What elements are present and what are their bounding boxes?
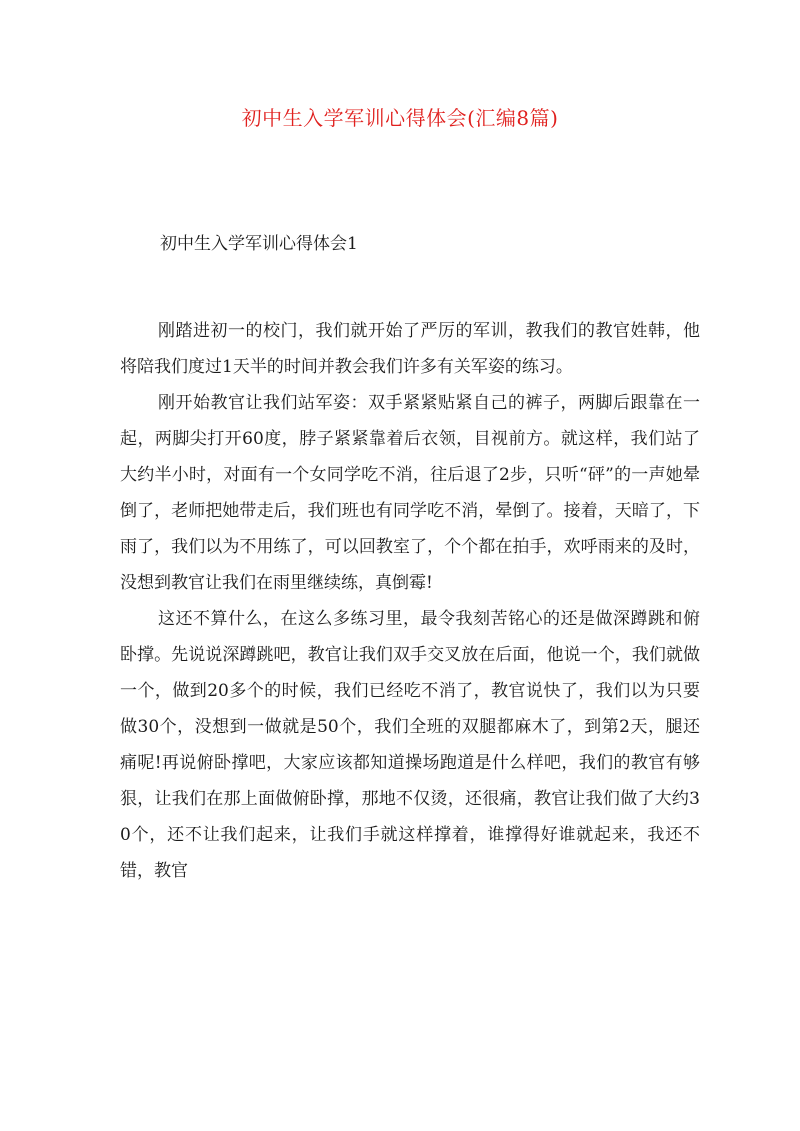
- document-title: 初中生入学军训心得体会(汇编8篇): [241, 106, 559, 130]
- section-heading: 初中生入学军训心得体会1: [160, 234, 358, 254]
- document-body: [120, 313, 700, 889]
- paragraph-2: 刚开始教官让我们站军姿：双手紧紧贴紧自己的裤子，两脚后跟靠在一起，两脚尖打开60度，脖子紧紧靠着后衣领，目视前方。就这样，我们站了大约半小时，对面有一个女同学吃不消，往后退了2步，只听“砰”的一声她晕倒了，老师把她带走后，我们班也有同学吃不消，晕倒了。接着，天暗了，下雨了，我们以为不用练了，可以回教室了，个个都在拍手，欢呼雨来的及时，没想到教官让我们在雨里继续练，真倒霉!: [120, 393, 700, 593]
- paragraph-1: 刚踏进初一的校门，我们就开始了严厉的军训，教我们的教官姓韩，他将陪我们度过1天半的时间并教会我们许多有关军姿的练习。: [120, 321, 700, 377]
- paragraph-3: 这还不算什么，在这么多练习里，最令我刻苦铭心的还是做深蹲跳和俯卧撑。先说说深蹲跳吧，教官让我们双手交叉放在后面，他说一个，我们就做一个，做到20多个的时候，我们已经吃不消了，教官说快了，我们以为只要做30个，没想到一做就是50个，我们全班的双腿都麻木了，到第2天，腿还痛呢!再说俯卧撑吧，大家应该都知道操场跑道是什么样吧，我们的教官有够狠，让我们在那上面做俯卧撑，那地不仅烫，还很痛，教官让我们做了大约30个，还不让我们起来，让我们手就这样撑着，谁撑得好谁就起来，我还不错，教官: [120, 609, 700, 881]
